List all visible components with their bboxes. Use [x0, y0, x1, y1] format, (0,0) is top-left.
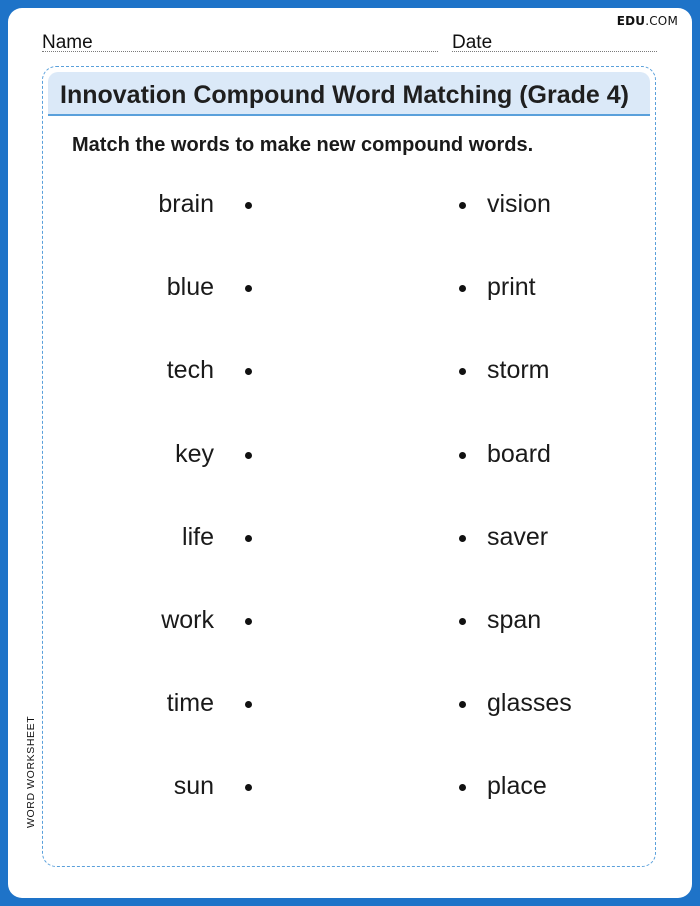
- left-word: sun: [173, 772, 214, 801]
- right-word: glasses: [487, 689, 572, 718]
- right-word: board: [487, 439, 551, 468]
- left-word: key: [175, 439, 214, 468]
- right-word: place: [487, 772, 547, 801]
- brand-logo: [617, 14, 678, 28]
- right-word: storm: [487, 356, 550, 385]
- worksheet-title: Innovation Compound Word Matching (Grade 4): [60, 81, 629, 109]
- brand-suffix: .COM: [645, 14, 678, 28]
- left-word: blue: [166, 273, 214, 302]
- right-match-dot[interactable]: [459, 452, 466, 459]
- left-word: life: [182, 522, 214, 551]
- right-word: print: [487, 273, 536, 302]
- right-word: vision: [487, 190, 551, 218]
- left-match-dot[interactable]: [245, 535, 252, 542]
- date-field-line[interactable]: [452, 51, 657, 52]
- right-match-dot[interactable]: [459, 618, 466, 625]
- left-word: tech: [166, 356, 214, 385]
- name-field-line[interactable]: [42, 51, 438, 52]
- right-word: span: [487, 606, 542, 634]
- worksheet-page: [8, 8, 692, 898]
- title-bar: [48, 72, 650, 116]
- left-word: time: [166, 689, 214, 718]
- brand-text: EDU: [616, 14, 646, 28]
- right-match-dot[interactable]: [459, 535, 466, 542]
- left-word: brain: [158, 190, 214, 218]
- right-word: saver: [487, 522, 549, 551]
- left-match-dot[interactable]: [245, 618, 252, 625]
- left-word: work: [161, 606, 214, 634]
- name-label: Name: [42, 32, 93, 53]
- left-match-dot[interactable]: [245, 452, 252, 459]
- right-match-dot[interactable]: [459, 202, 466, 209]
- side-label: WORD WORKSHEET: [25, 715, 37, 828]
- date-label: Date: [452, 32, 493, 53]
- left-match-dot[interactable]: [245, 202, 252, 209]
- instructions: Match the words to make new compound words.: [72, 134, 534, 156]
